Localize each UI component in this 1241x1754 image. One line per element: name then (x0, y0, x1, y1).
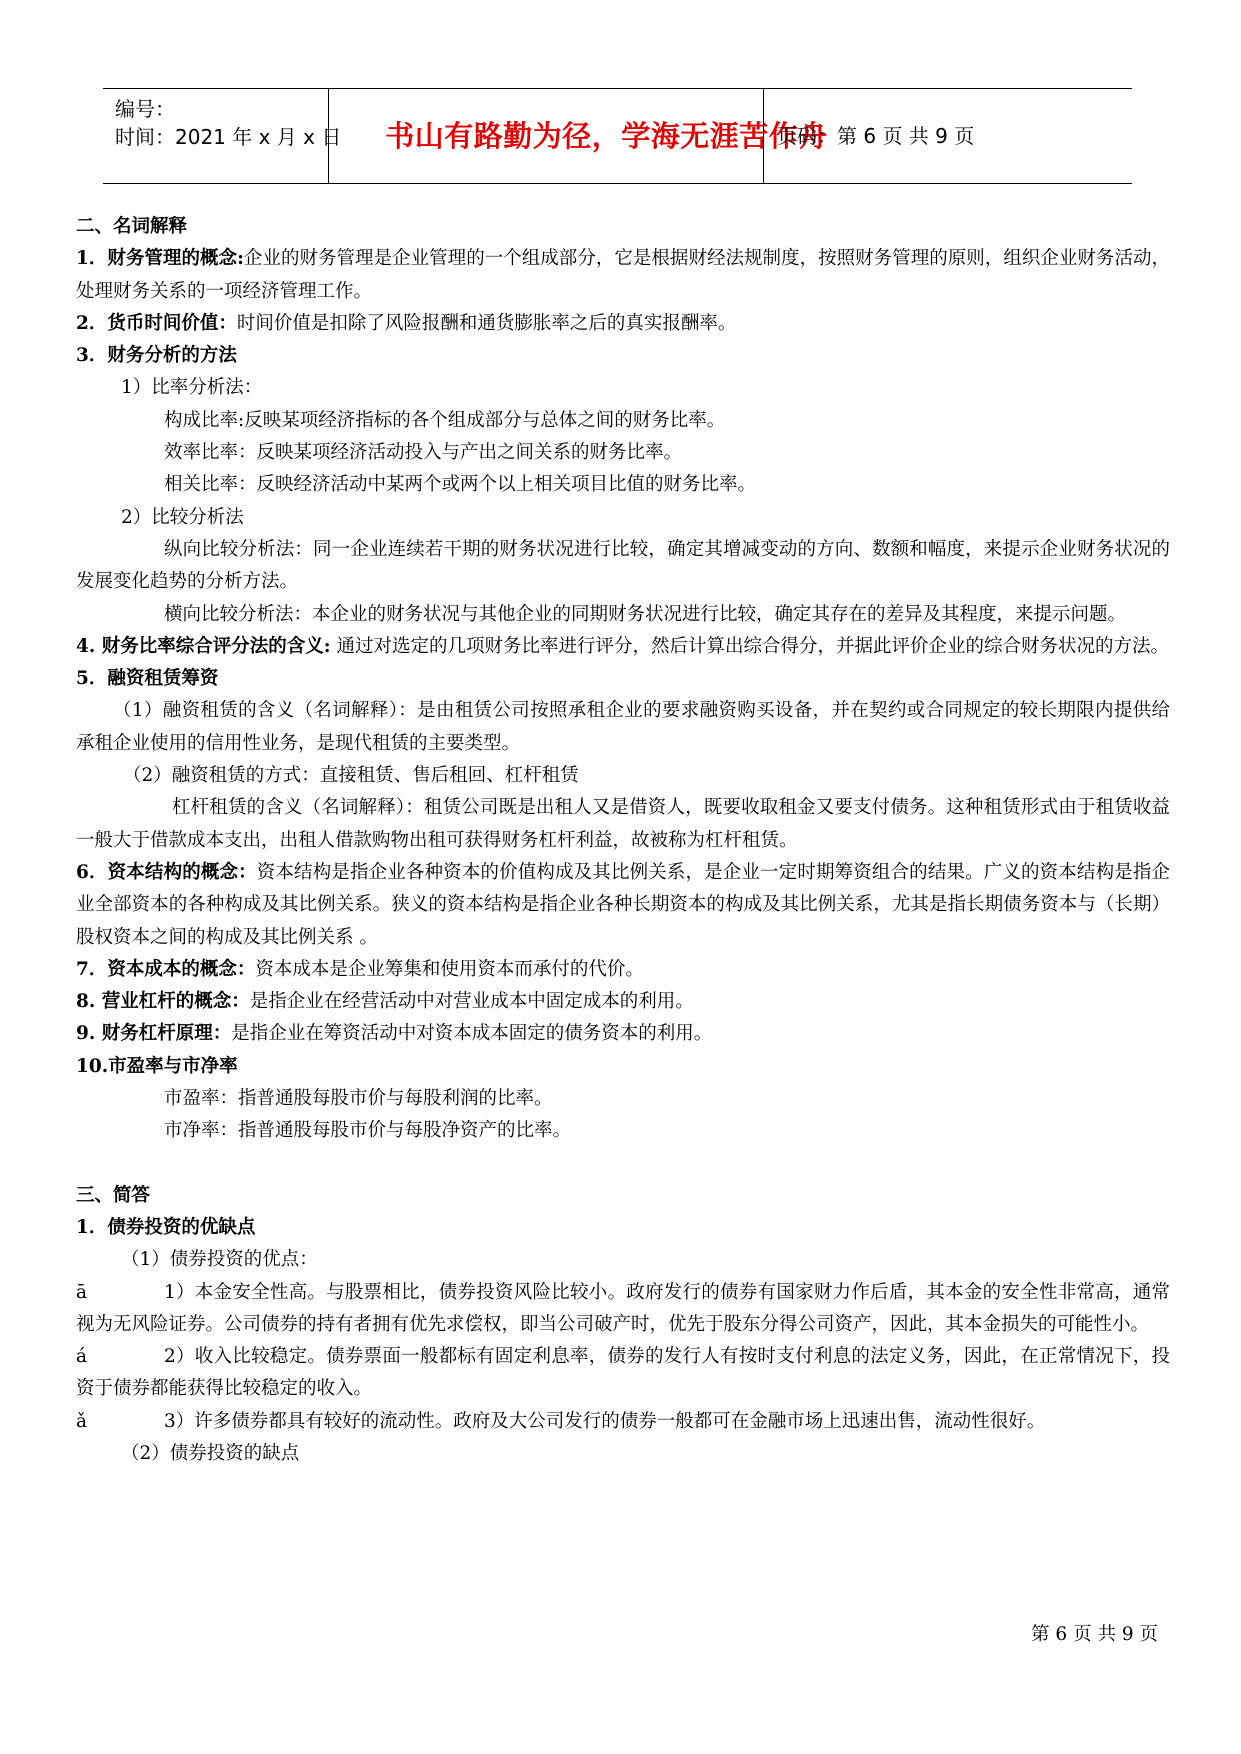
list-item (76, 1277, 1170, 1342)
header-divider-right (763, 89, 764, 183)
term-text: 通过对选定的几项财务比率进行评分，然后计算出综合得分，并据此评价企业的综合财务状况的方法。 (330, 635, 1169, 657)
term-item (76, 1018, 1170, 1050)
header-page-label: 页码：第 6 页 共 9 页 (777, 124, 975, 148)
term-label: 9. 财务杠杆原理： (76, 1023, 232, 1045)
paragraph: 构成比率:反映某项经济指标的各个组成部分与总体之间的财务比率。 (164, 409, 726, 431)
document-number-label: 编号： (115, 97, 175, 121)
spacer (76, 1148, 1170, 1180)
term-label: 3．财务分析的方法 (76, 345, 237, 367)
term-text: 是指企业在经营活动中对营业成本中固定成本的利用。 (249, 991, 694, 1013)
header-divider-left (328, 89, 329, 183)
paragraph: 杠杆租赁的含义（名词解释）：租赁公司既是出租人又是借资人，既要收取租金又要支付债务。这种租赁形式由于租赁收益一般大于借款成本支出，出租人借款购物出租可获得财务杠杆利益，故被称为杠杆租赁。 (76, 797, 1170, 851)
paragraph: 横向比较分析法：本企业的财务状况与其他企业的同期财务状况进行比较，确定其存在的差异及其程度，来提示问题。 (164, 603, 1127, 625)
term-label: 7．资本成本的概念： (76, 958, 256, 980)
page-footer: 第 6 页 共 9 页 (1031, 1624, 1158, 1645)
list-item-text: 1）本金安全性高。与股票相比，债券投资风险比较小。政府发行的债券有国家财力作后盾，其本金的安全性非常高，通常视为无风险证券。公司债券的持有者拥有优先求偿权，即当公司破产时，优先于股东分得公司资产，因此，其本金损失的可能性小。 (76, 1281, 1170, 1335)
term-text: 时间价值是扣除了风险报酬和通货膨胀率之后的真实报酬率。 (236, 312, 737, 334)
page-header (103, 88, 1132, 184)
term-label: 10.市盈率与市净率 (76, 1055, 238, 1077)
term-item (76, 986, 1170, 1018)
paragraph: 相关比率：反映经济活动中某两个或两个以上相关项目比值的财务比率。 (164, 474, 757, 496)
subheading: （1）债券投资的优点： (121, 1249, 318, 1271)
paragraph: 市盈率：指普通股每股市价与每股利润的比率。 (164, 1088, 553, 1110)
term-text: 是指企业在筹资活动中对资本成本固定的债务资本的利用。 (231, 1023, 713, 1045)
term-item (76, 243, 1170, 308)
term-text: 资本结构是指企业各种资本的价值构成及其比例关系，是企业一定时期筹资组合的结果。广义的资本结构是指企业全部资本的各种构成及其比例关系。狭义的资本结构是指企业各种长期资本的构成及其比例关系，尤其是指长期债务资本与（长期）股权资本之间的构成及其比例关系 。 (76, 861, 1170, 948)
document-time-label: 时间：2021 年 x 月 x 日 (115, 125, 342, 149)
paragraph: （2）融资租赁的方式：直接租赁、售后租回、杠杆租赁 (123, 765, 579, 787)
subheading: （2）债券投资的缺点 (121, 1442, 300, 1464)
paragraph: 市净率：指普通股每股市价与每股净资产的比率。 (164, 1120, 572, 1142)
list-marker: ā (76, 1281, 88, 1303)
paragraph: 纵向比较分析法：同一企业连续若干期的财务状况进行比较，确定其增减变动的方向、数额和幅度，来提示企业财务状况的发展变化趋势的分析方法。 (76, 538, 1170, 593)
subheading: 2）比较分析法 (121, 506, 244, 528)
question-title: 1．债券投资的优缺点 (76, 1216, 256, 1238)
section-title: 二、名词解释 (76, 216, 188, 237)
paragraph: 效率比率：反映某项经济活动投入与产出之间关系的财务比率。 (164, 442, 683, 464)
list-marker: ǎ (76, 1410, 88, 1432)
term-label: 5．融资租赁筹资 (76, 668, 219, 690)
term-label: 4. 财务比率综合评分法的含义: (76, 635, 331, 657)
list-item-text: 2）收入比较稳定。债券票面一般都标有固定利息率，债券的发行人有按时支付利息的法定义务，因此，在正常情况下，投资于债券都能获得比较稳定的收入。 (76, 1346, 1170, 1400)
term-label: 1．财务管理的概念: (76, 248, 244, 270)
term-label: 2．货币时间价值： (76, 312, 237, 334)
subheading: 1）比率分析法： (121, 377, 263, 399)
term-item (76, 308, 1170, 340)
term-item (76, 954, 1170, 986)
term-label: 8. 营业杠杆的概念： (76, 991, 250, 1013)
list-item (76, 1341, 1170, 1406)
list-item-text: 3）许多债券都具有较好的流动性。政府及大公司发行的债券一般都可在金融市场上迅速出售，流动性很好。 (164, 1410, 1046, 1432)
header-motto: 书山有路勤为径，学海无涯苦作舟 (385, 119, 828, 153)
list-marker: á (76, 1346, 88, 1368)
term-text: 资本成本是企业筹集和使用资本而承付的代价。 (255, 958, 644, 980)
section-title: 三、简答 (76, 1184, 151, 1206)
paragraph: （1）融资租赁的含义（名词解释）：是由租赁公司按照承租企业的要求融资购买设备，并在契约或合同规定的较长期限内提供给承租企业使用的信用性业务，是现代租赁的主要类型。 (76, 700, 1170, 754)
term-item (76, 857, 1170, 954)
document-body (76, 211, 1170, 1470)
term-item (76, 631, 1170, 663)
list-item (76, 1406, 1170, 1438)
term-text: 企业的财务管理是企业管理的一个组成部分，它是根据财经法规制度，按照财务管理的原则，组织企业财务活动，处理财务关系的一项经济管理工作。 (76, 248, 1170, 302)
term-label: 6．资本结构的概念： (76, 861, 257, 883)
